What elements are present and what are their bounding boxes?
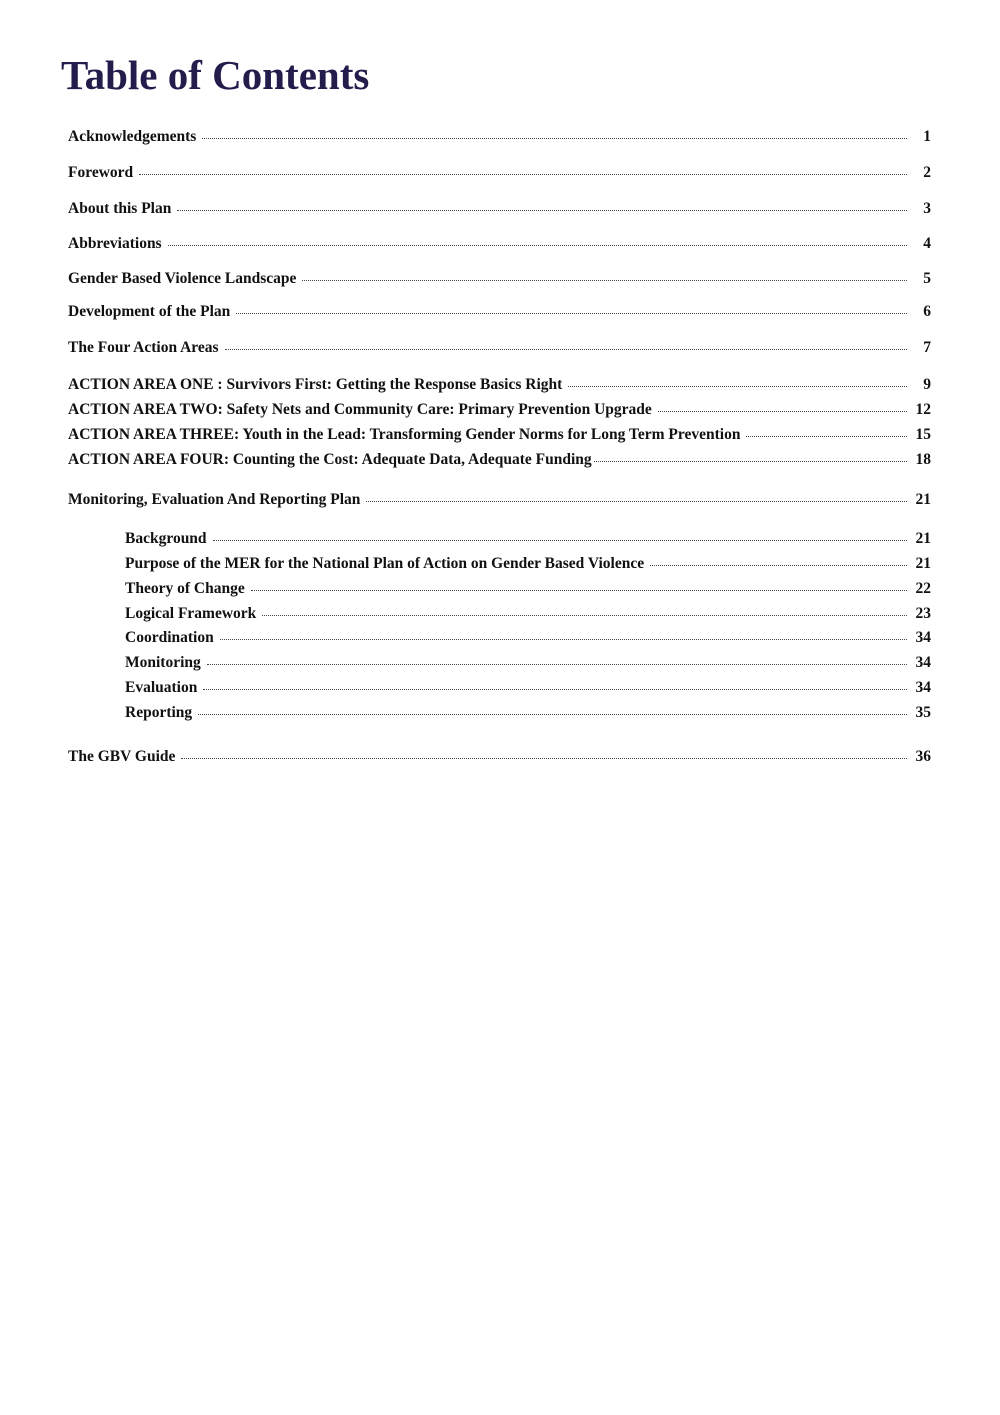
toc-entry-label: Foreword (68, 164, 134, 181)
toc-entry-action-area-four[interactable] (68, 449, 931, 471)
toc-entry-page-number: 5 (923, 270, 931, 287)
toc-entry-gbv-guide[interactable] (68, 746, 931, 768)
dot-leader (746, 436, 907, 437)
toc-entry-label: Logical Framework (125, 605, 257, 622)
toc-entry-label: Monitoring (125, 654, 201, 671)
dot-leader (302, 280, 907, 281)
dot-leader (203, 689, 907, 690)
toc-entry-label: Coordination (125, 629, 214, 646)
toc-entry-label: Acknowledgements (68, 128, 197, 145)
toc-entry-evaluation[interactable] (125, 677, 931, 699)
dot-leader (177, 210, 907, 211)
toc-entry-about-this-plan[interactable] (68, 198, 931, 220)
dot-leader (202, 138, 907, 139)
dot-leader (366, 501, 907, 502)
toc-entry-page-number: 4 (923, 235, 931, 252)
toc-entry-label: Development of the Plan (68, 303, 231, 320)
dot-leader (181, 758, 907, 759)
toc-entry-page-number: 9 (923, 376, 931, 393)
toc-entry-label: Evaluation (125, 679, 198, 696)
dot-leader (658, 411, 907, 412)
toc-entry-page-number: 2 (923, 164, 931, 181)
toc-entry-action-area-one[interactable] (68, 374, 931, 396)
dot-leader (213, 540, 907, 541)
toc-entry-label: The GBV Guide (68, 748, 176, 765)
toc-entry-page-number: 3 (923, 200, 931, 217)
toc-entry-label: ACTION AREA THREE: Youth in the Lead: Transforming Gender Norms for Long Term Prevention (68, 426, 741, 443)
toc-entry-label: Abbreviations (68, 235, 162, 252)
toc-entry-label: ACTION AREA TWO: Safety Nets and Community Care: Primary Prevention Upgrade (68, 401, 652, 418)
toc-entry-label: Background (125, 530, 207, 547)
toc-entry-page-number: 34 (915, 654, 931, 671)
toc-entry-background[interactable] (125, 528, 931, 550)
dot-leader (198, 714, 907, 715)
dot-leader (236, 313, 907, 314)
toc-entry-acknowledgements[interactable] (68, 126, 931, 148)
dot-leader (225, 349, 907, 350)
toc-entry-page-number: 35 (915, 704, 931, 721)
toc-entry-page-number: 34 (915, 629, 931, 646)
dot-leader (650, 565, 907, 566)
toc-entry-four-action-areas[interactable] (68, 337, 931, 359)
toc-entry-page-number: 15 (915, 426, 931, 443)
toc-entry-reporting[interactable] (125, 702, 931, 724)
toc-entry-theory-of-change[interactable] (125, 578, 931, 600)
toc-entry-page-number: 34 (915, 679, 931, 696)
toc-entry-development-of-plan[interactable] (68, 301, 931, 323)
toc-entry-monitoring[interactable] (125, 652, 931, 674)
page-title: Table of Contents (61, 52, 370, 98)
toc-entry-label: ACTION AREA ONE : Survivors First: Getting the Response Basics Right (68, 376, 563, 393)
toc-entry-label: Purpose of the MER for the National Plan of Action on Gender Based Violence (125, 555, 645, 572)
dot-leader (220, 639, 907, 640)
toc-entry-page-number: 12 (915, 401, 931, 418)
toc-entry-page-number: 36 (915, 748, 931, 765)
dot-leader (251, 590, 907, 591)
toc-entry-gbv-landscape[interactable] (68, 268, 931, 290)
toc-entry-abbreviations[interactable] (68, 233, 931, 255)
dot-leader (207, 664, 907, 665)
toc-entry-purpose-of-mer[interactable] (125, 553, 931, 575)
toc-entry-page-number: 21 (915, 555, 931, 572)
toc-entry-page-number: 7 (923, 339, 931, 356)
toc-entry-coordination[interactable] (125, 627, 931, 649)
toc-entry-action-area-two[interactable] (68, 399, 931, 421)
toc-entry-page-number: 6 (923, 303, 931, 320)
toc-entry-action-area-three[interactable] (68, 424, 931, 446)
toc-entry-page-number: 21 (915, 491, 931, 508)
toc-entry-logical-framework[interactable] (125, 603, 931, 625)
toc-entry-label: Gender Based Violence Landscape (68, 270, 297, 287)
toc-entry-page-number: 1 (923, 128, 931, 145)
dot-leader (168, 245, 907, 246)
toc-entry-page-number: 18 (915, 451, 931, 468)
toc-entry-page-number: 23 (915, 605, 931, 622)
dot-leader (568, 386, 907, 387)
toc-entry-label: Theory of Change (125, 580, 245, 597)
toc-entry-label: About this Plan (68, 200, 172, 217)
toc-entry-foreword[interactable] (68, 162, 931, 184)
dot-leader (262, 615, 907, 616)
toc-entry-page-number: 21 (915, 530, 931, 547)
toc-entry-label: ACTION AREA FOUR: Counting the Cost: Adequate Data, Adequate Funding (68, 451, 592, 468)
toc-entry-label: Monitoring, Evaluation And Reporting Plan (68, 491, 361, 508)
toc-entry-label: The Four Action Areas (68, 339, 219, 356)
toc-entry-label: Reporting (125, 704, 193, 721)
toc-entry-mer-plan[interactable] (68, 489, 931, 511)
dot-leader (139, 174, 907, 175)
dot-leader (594, 461, 907, 462)
toc-entry-page-number: 22 (915, 580, 931, 597)
